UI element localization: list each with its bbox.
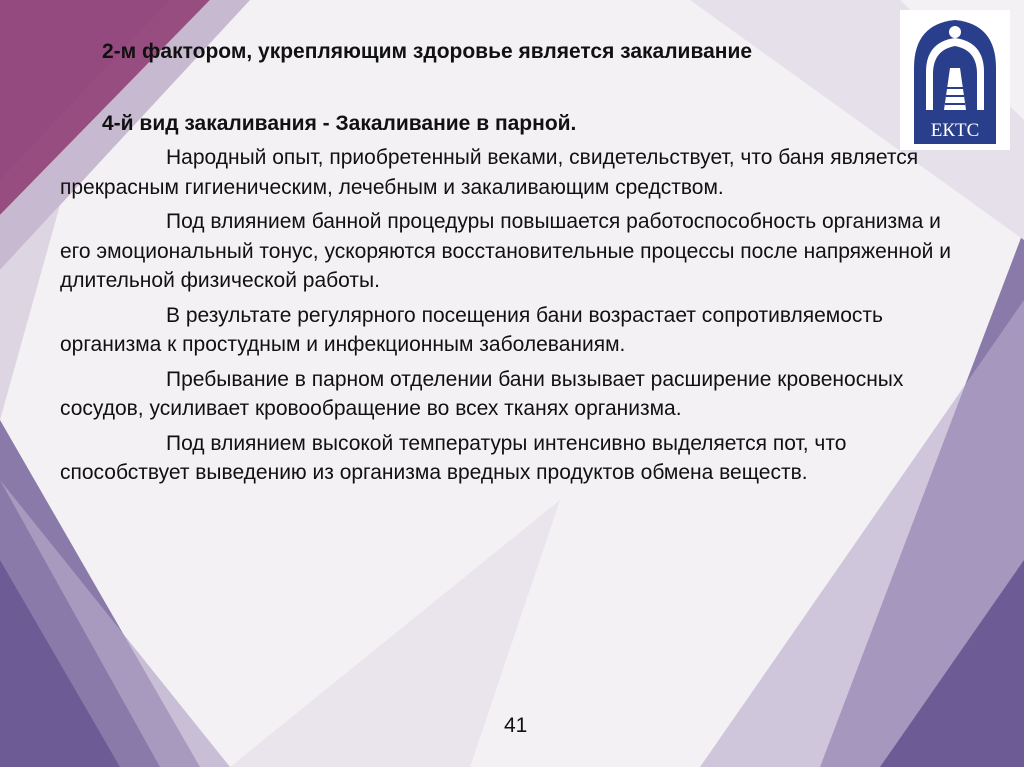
slide-subtitle: 4-й вид закаливания - Закаливание в парной.	[102, 112, 577, 135]
paragraph-work-capacity: Под влиянием банной процедуры повышается работоспособность организма и его эмоциональный тонус, ускоряются восстановительные процессы после напряженной и длительной физической работы.	[60, 210, 951, 292]
page-number: 41	[504, 714, 528, 737]
paragraph-sweat: Под влиянием высокой температуры интенсивно выделяется пот, что способствует выведению из организма вредных продуктов обмена веществ.	[60, 431, 847, 484]
paragraph-blood-vessels: Пребывание в парном отделении бани вызывает расширение кровеносных сосудов, усиливает кровообращение во всех тканях организма.	[60, 367, 904, 420]
paragraph-resistance: В результате регулярного посещения бани возрастает сопротивляемость организма к простудным и инфекционным заболеваниям.	[60, 303, 883, 356]
paragraph-folk-experience: Народный опыт, приобретенный веками, свидетельствует, что баня является прекрасным гигиеническим, лечебным и закаливающим средством.	[60, 146, 919, 199]
ektc-logo	[900, 10, 1010, 150]
slide-title: 2-м фактором, укрепляющим здоровье является закаливание	[102, 40, 753, 63]
logo-text: ЕКТС	[930, 120, 980, 141]
slide-body	[60, 143, 960, 493]
